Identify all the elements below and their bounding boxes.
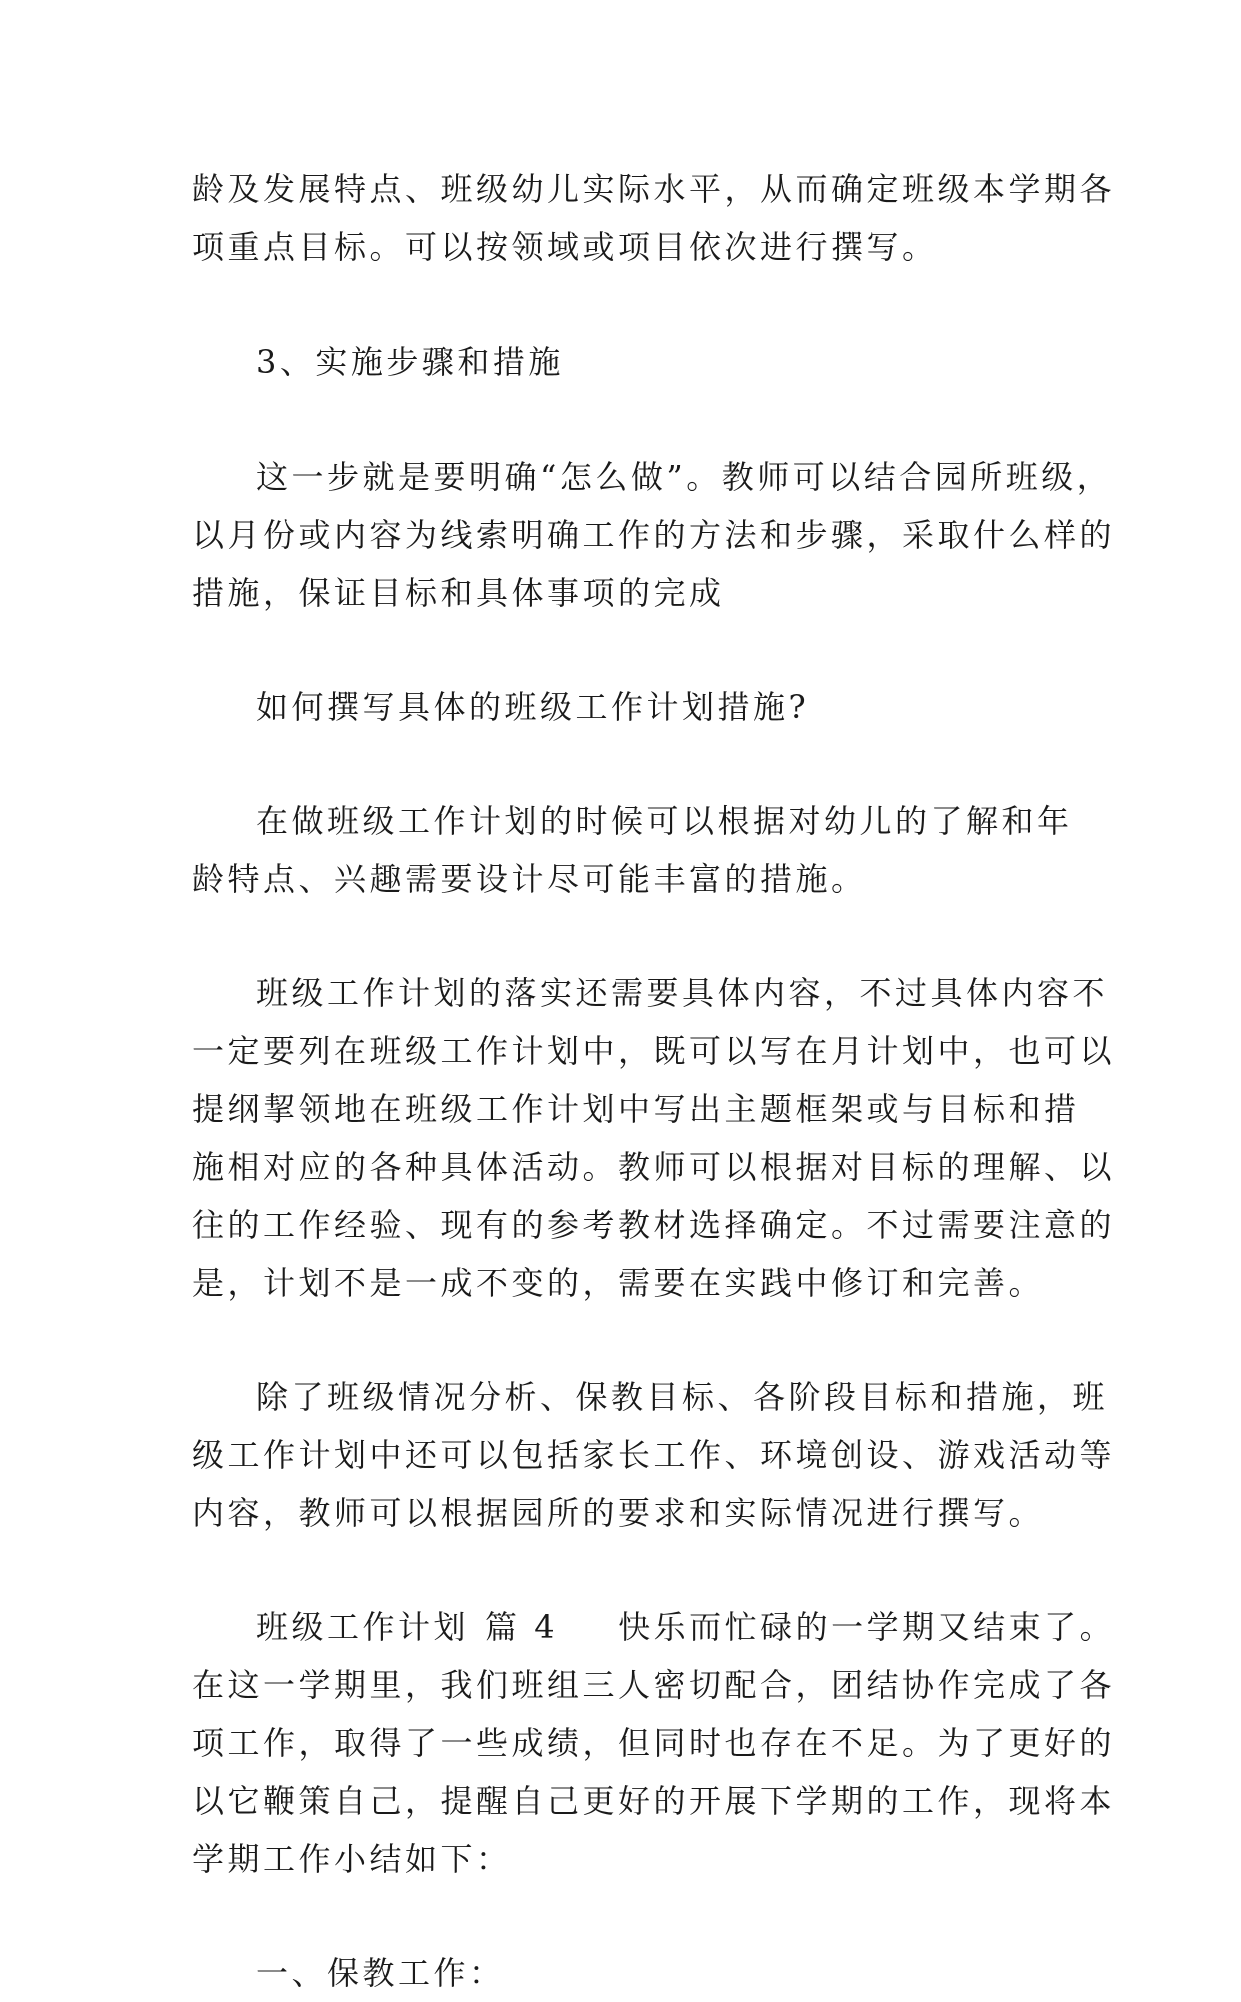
subheading: 一、保教工作： [256, 1954, 505, 1992]
paragraph-line: 内容，教师可以根据园所的要求和实际情况进行撰写。 [192, 1494, 1045, 1532]
paragraph-line: 学期工作小结如下： [192, 1840, 512, 1878]
paragraph-line: 一定要列在班级工作计划中，既可以写在月计划中，也可以 [192, 1032, 1116, 1070]
paragraph-line: 以它鞭策自己，提醒自己更好的开展下学期的工作，现将本 [192, 1782, 1116, 1820]
section-4-first-line [192, 1598, 1116, 1656]
paragraph-line: 施相对应的各种具体活动。教师可以根据对目标的理解、以 [192, 1148, 1116, 1186]
section-4-title: 班级工作计划 [256, 1608, 470, 1646]
section-heading: 3、实施步骤和措施 [256, 343, 564, 381]
question-heading: 如何撰写具体的班级工作计划措施? [256, 688, 810, 726]
paragraph-line: 这一步就是要明确“怎么做”。教师可以结合园所班级， [256, 458, 1113, 496]
paragraph-line: 项工作，取得了一些成绩，但同时也存在不足。为了更好的 [192, 1724, 1116, 1762]
paragraph-line: 以月份或内容为线索明确工作的方法和步骤，采取什么样的 [192, 516, 1116, 554]
paragraph-line: 龄及发展特点、班级幼儿实际水平，从而确定班级本学期各 [192, 170, 1116, 208]
paragraph-line: 在做班级工作计划的时候可以根据对幼儿的了解和年 [256, 802, 1073, 840]
paragraph-line: 是，计划不是一成不变的，需要在实践中修订和完善。 [192, 1264, 1045, 1302]
paragraph-line: 在这一学期里，我们班组三人密切配合，团结协作完成了各 [192, 1666, 1116, 1704]
section-4-first-text: 快乐而忙碌的一学期又结束了。 [618, 1608, 1116, 1646]
document-body [192, 160, 1116, 2002]
paragraph-line: 龄特点、兴趣需要设计尽可能丰富的措施。 [192, 860, 867, 898]
paragraph-line: 级工作计划中还可以包括家长工作、环境创设、游戏活动等 [192, 1436, 1116, 1474]
paragraph-line: 措施，保证目标和具体事项的完成 [192, 574, 725, 612]
paragraph-line: 项重点目标。可以按领域或项目依次进行撰写。 [192, 228, 938, 266]
paragraph-line: 除了班级情况分析、保教目标、各阶段目标和措施，班 [256, 1378, 1109, 1416]
section-4-label: 篇 4 [485, 1608, 559, 1646]
paragraph-line: 往的工作经验、现有的参考教材选择确定。不过需要注意的 [192, 1206, 1116, 1244]
paragraph-line: 班级工作计划的落实还需要具体内容，不过具体内容不 [256, 974, 1109, 1012]
paragraph-line: 提纲挈领地在班级工作计划中写出主题框架或与目标和措 [192, 1090, 1080, 1128]
